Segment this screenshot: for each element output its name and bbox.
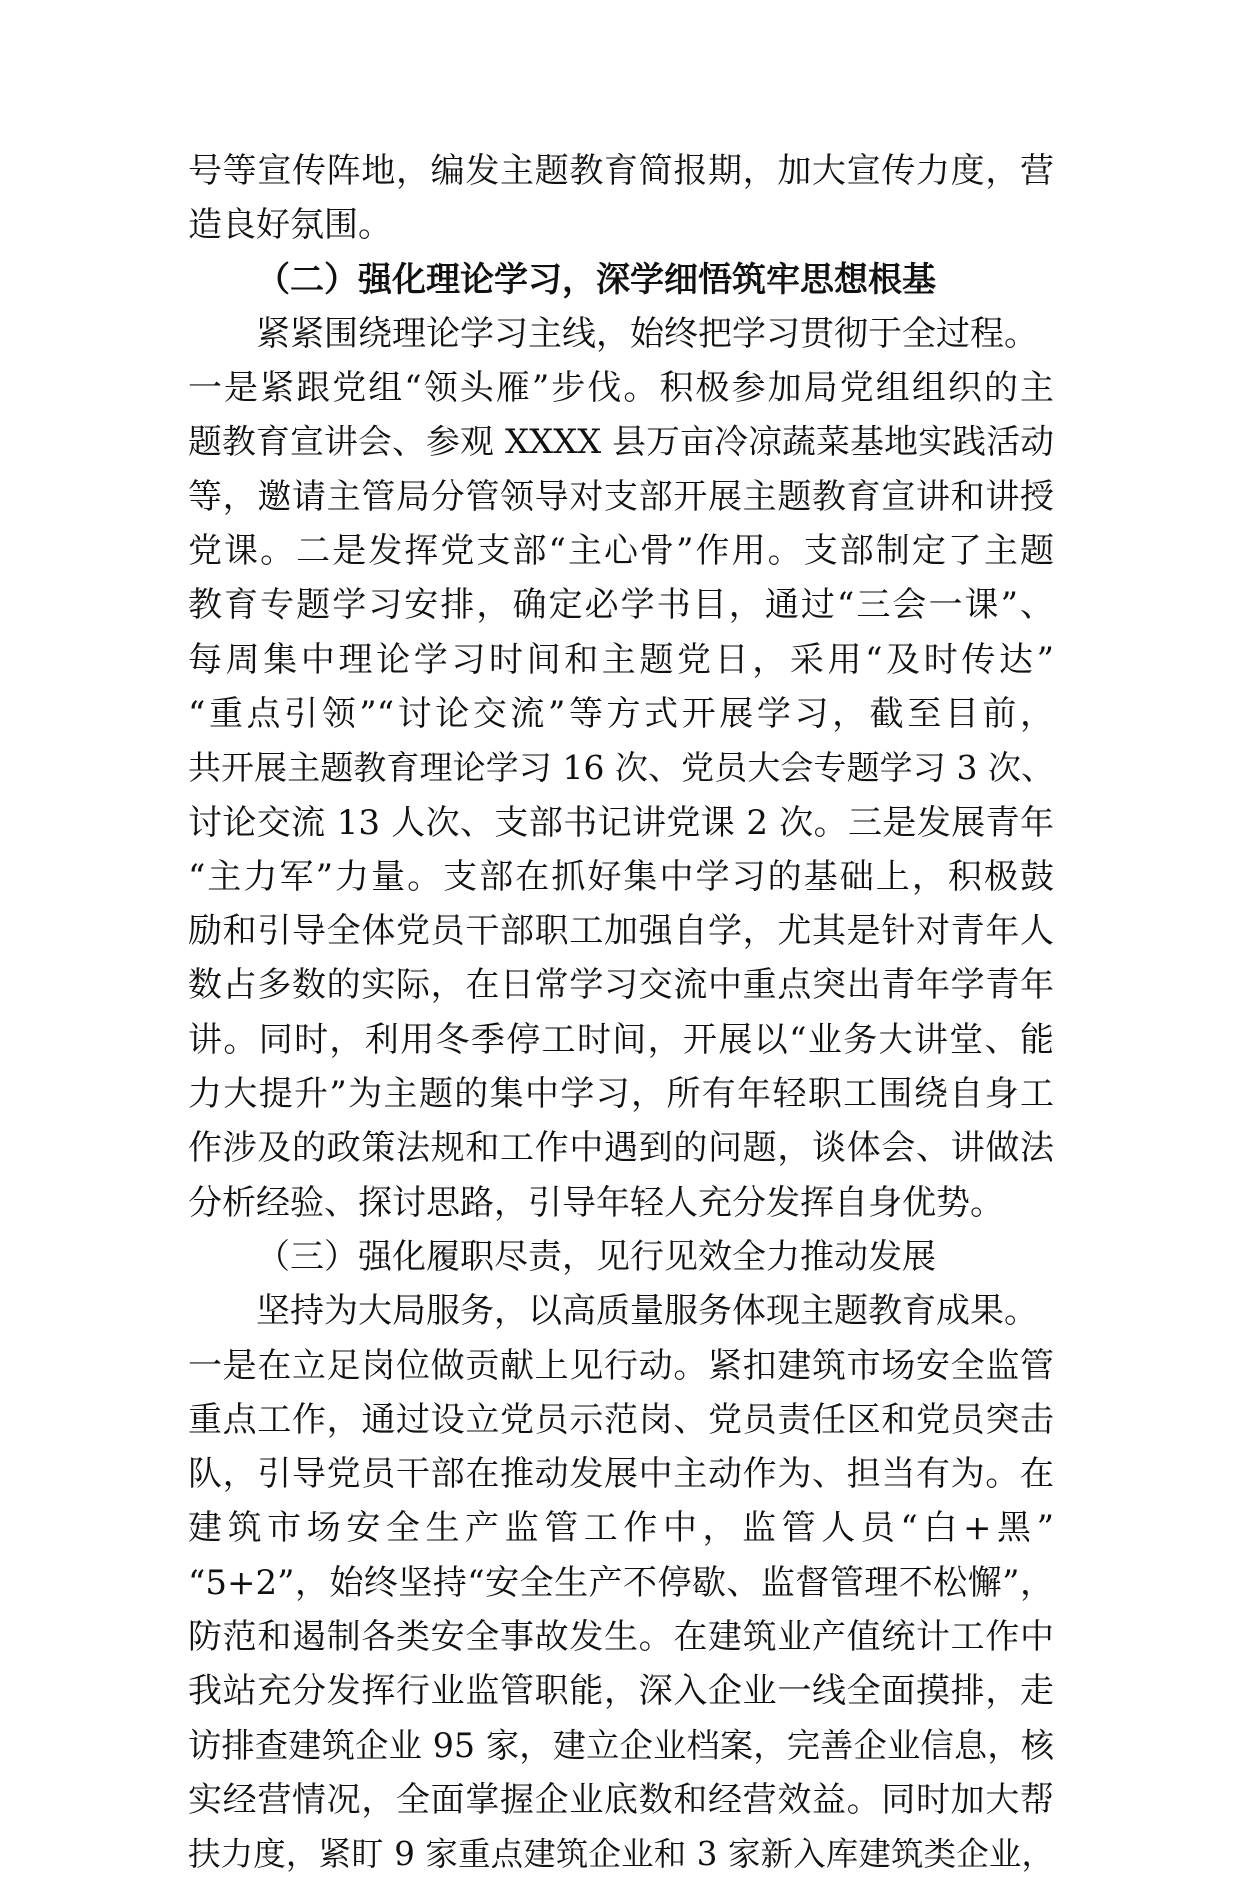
paragraph-line: 每周集中理论学习时间和主题党日，采用“及时传达”	[188, 639, 1054, 680]
paragraph-line: 教育专题学习安排，确定必学书目，通过“三会一课”、	[188, 585, 1054, 626]
paragraph-line: 数占多数的实际，在日常学习交流中重点突出青年学青年	[188, 965, 1054, 1006]
paragraph-line: “主力军”力量。支部在抓好集中学习的基础上，积极鼓	[188, 856, 1054, 897]
paragraph-line: 访排查建筑企业 95 家，建立企业档案，完善企业信息，核	[188, 1725, 1054, 1765]
paragraph-line: 党课。二是发挥党支部“主心骨”作用。支部制定了主题	[188, 531, 1054, 572]
paragraph-line: 讲。同时，利用冬季停工时间，开展以“业务大讲堂、能	[188, 1019, 1054, 1060]
section-heading: （三）强化履职尽责，见行见效全力推动发展	[256, 1236, 936, 1277]
document-body	[188, 144, 1054, 1882]
paragraph-line: 防范和遏制各类安全事故发生。在建筑业产值统计工作中	[188, 1617, 1054, 1658]
paragraph-line: 队，引导党员干部在推动发展中主动作为、担当有为。在	[188, 1454, 1054, 1495]
paragraph-line: “5+2”，始终坚持“安全生产不停歇、监督管理不松懈”，	[188, 1562, 1054, 1603]
paragraph-line: 分析经验、探讨思路，引导年轻人充分发挥自身优势。	[188, 1182, 1004, 1223]
paragraph-line: 号等宣传阵地，编发主题教育简报期，加大宣传力度，营	[188, 151, 1054, 191]
paragraph-line: “重点引领”“讨论交流”等方式开展学习，截至目前，	[188, 693, 1054, 734]
paragraph-line: 讨论交流 13 人次、支部书记讲党课 2 次。三是发展青年	[188, 802, 1054, 843]
paragraph-line: 励和引导全体党员干部职工加强自学，尤其是针对青年人	[188, 911, 1054, 952]
paragraph-line: 建筑市场安全生产监管工作中，监管人员“白+黑”	[188, 1508, 1054, 1549]
paragraph-line: 一是紧跟党组“领头雁”步伐。积极参加局党组组织的主	[188, 368, 1054, 409]
paragraph-line: 题教育宣讲会、参观 XXXX 县万亩冷凉蔬菜基地实践活动	[188, 422, 1054, 462]
paragraph-line: 扶力度，紧盯 9 家重点建筑企业和 3 家新入库建筑类企业，	[188, 1835, 1054, 1874]
paragraph-line: 坚持为大局服务，以高质量服务体现主题教育成果。	[256, 1291, 1038, 1332]
paragraph-line: 实经营情况，全面掌握企业底数和经营效益。同时加大帮	[188, 1779, 1054, 1820]
paragraph-line: 共开展主题教育理论学习 16 次、党员大会专题学习 3 次、	[188, 748, 1054, 788]
section-heading: （二）强化理论学习，深学细悟筑牢思想根基	[256, 259, 936, 300]
paragraph-line: 等，邀请主管局分管领导对支部开展主题教育宣讲和讲授	[188, 476, 1054, 517]
paragraph-line: 力大提升”为主题的集中学习，所有年轻职工围绕自身工	[188, 1074, 1054, 1115]
paragraph-line: 紧紧围绕理论学习主线，始终把学习贯彻于全过程。	[256, 313, 1038, 354]
paragraph-line: 重点工作，通过设立党员示范岗、党员责任区和党员突击	[188, 1399, 1054, 1440]
paragraph-line: 我站充分发挥行业监管职能，深入企业一线全面摸排，走	[188, 1671, 1054, 1712]
paragraph-line: 造良好氛围。	[188, 205, 392, 246]
paragraph-line: 一是在立足岗位做贡献上见行动。紧扣建筑市场安全监管	[188, 1345, 1054, 1386]
paragraph-line: 作涉及的政策法规和工作中遇到的问题，谈体会、讲做法	[188, 1128, 1054, 1169]
